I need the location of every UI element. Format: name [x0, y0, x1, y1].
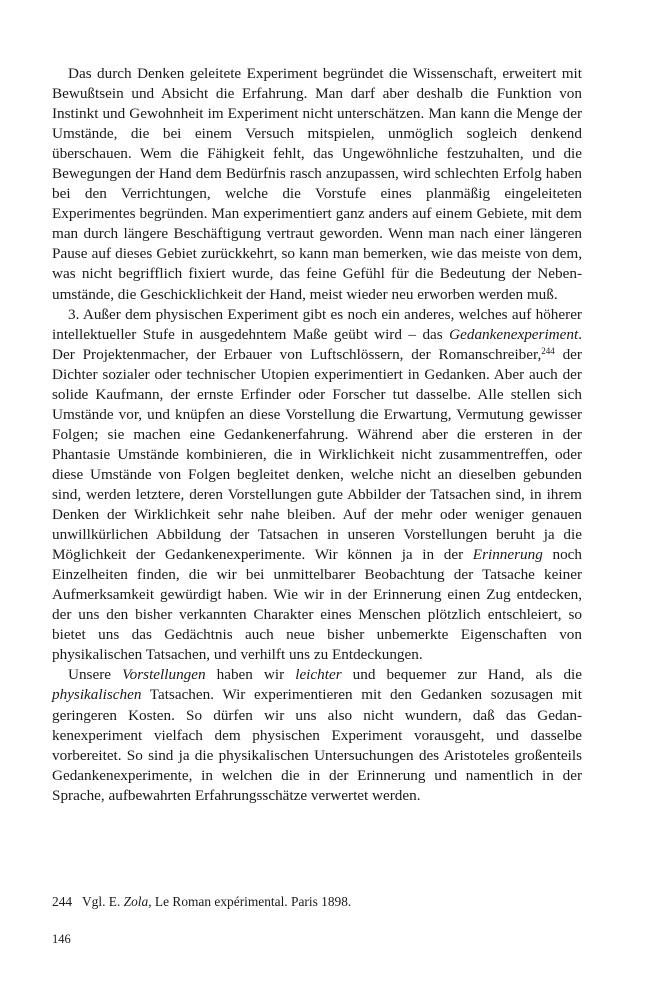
paragraph-3	[52, 665, 582, 805]
term-erinnerung: Erinnerung	[472, 546, 543, 564]
paragraph-1-text: Das durch Denken geleitete Experiment begründet die Wissenschaft, erweitert mit Bewußtsein und Absicht die Erfahrung. Man darf aber deshalb die Funktion von Instinkt und Gewohnheit im Experiment nicht unterschätzen. Man kann die Menge der Umstände, die bei einem Versuch mitspielen, unmöglich sogleich denkend überschauen. Wem die Fähigkeit fehlt, das Ungewöhnliche festzuhalten, und die Bewegungen der Hand dem Bedürfnis rasch anzupassen, wird schlechten Erfolg haben bei den Verrichtungen, welche die Vorstufe eines planmäßig eingeleiteten Experimentes begründen. Man experimentiert ganz anders auf einem Gebiete, mit dem man durch längere Beschäftigung vertraut geworden. Wenn man nach einer längeren Pause auf dieses Gebiet zurückkehrt, so kann man bemerken, wie das meiste von dem, was nicht begrifflich fixiert wurde, das feine Gefühl für die Bedeutung der Nebenumstände, die Geschicklichkeit der Hand, meist wieder neu erworben werden muß.	[52, 65, 582, 303]
footnote-author: Zola	[123, 894, 149, 909]
term-leichter: leichter	[295, 666, 342, 684]
paragraph-2-text-c: der Dichter sozialer oder technischer Utopien experimentiert in Gedanken. Aber auch der solide Kaufmann, der ernste Erfinder oder Forscher tut dasselbe. Alle stellen sich Umstände vor, und knüpfen an diese Vorstellung die Erwartung, Vermutung gewisser Folgen; sie machen eine Gedankenerfahrung. Während aber die ersteren in der Phantasie Umstände kombinieren, die in Wirklichkeit nicht zusammentreffen, oder diese Umstände von Folgen begleitet denken, welche nicht an dieselben gebunden sind, werden letztere, deren Vorstellungen gute Abbilder der Tatsachen sind, in ihrem Denken der Wirklichkeit sehr nahe bleiben. Auf der mehr oder weniger genauen unwillkürlichen Abbildung der Tatsachen in unseren Vorstellungen beruht ja die Möglichkeit der Gedankenexperimente. Wir können ja in der	[52, 345, 582, 564]
footnote-text-a: Vgl. E.	[82, 894, 124, 909]
paragraph-3-text-c: und bequemer zur Hand, als die	[341, 666, 583, 684]
footnote-number: 244	[52, 894, 73, 909]
page-number: 146	[52, 932, 71, 946]
paragraph-2	[52, 305, 582, 666]
paragraph-2-text-d: noch Einzelheiten finden, die wir bei unmittelbarer Beobachtung der Tatsache keiner Aufmerksamkeit gewürdigt haben. Wie wir in der Erinnerung einen Zug entdecken, der uns den bisher verkannten Charakter eines Menschen plötzlich entschleiert, so bietet uns das Gedächtnis auch neue bisher unbemerkte Eigenschaften von physikalischen Tatsachen, und verhilft uns zu Entdeckungen.	[52, 546, 582, 664]
page-body	[52, 64, 582, 806]
term-vorstellungen: Vorstellungen	[122, 666, 206, 684]
paragraph-2-text-b: . Der Projektenmacher, der Erbauer von Luftschlössern, der Romanschreiber,	[52, 325, 582, 363]
term-physikalischen: physikalischen	[52, 686, 142, 704]
paragraph-1	[52, 64, 582, 305]
footnote-text-b: , Le Roman expérimental. Paris 1898.	[148, 894, 352, 909]
term-gedankenexperiment: Gedankenexperiment	[449, 325, 579, 343]
footnote	[52, 893, 582, 911]
paragraph-3-text-d: Tatsachen. Wir experimentieren mit den Gedanken sozusagen mit geringeren Kosten. So dürfen wir uns also nicht wundern, daß das Gedankenexperiment vielfach dem physischen Experiment vorausgeht, und dasselbe vorbereitet. So sind ja die physikalischen Untersuchungen des Aristoteles großenteils Gedankenexperimente, in welchen die in der Erinnerung und namentlich in der Sprache, aufbewahrten Erfahrungsschätze verwertet werden.	[52, 686, 582, 804]
footnote-reference[interactable]: 244	[541, 345, 555, 356]
paragraph-3-text-a: Unsere	[68, 666, 123, 684]
paragraph-2-text-a: 3. Außer dem physischen Experiment gibt es noch ein anderes, welches auf höherer intellektueller Stufe in ausgedehntem Maße geübt wird – das	[52, 305, 582, 343]
paragraph-3-text-b: haben wir	[205, 666, 296, 684]
main-text	[52, 64, 582, 806]
